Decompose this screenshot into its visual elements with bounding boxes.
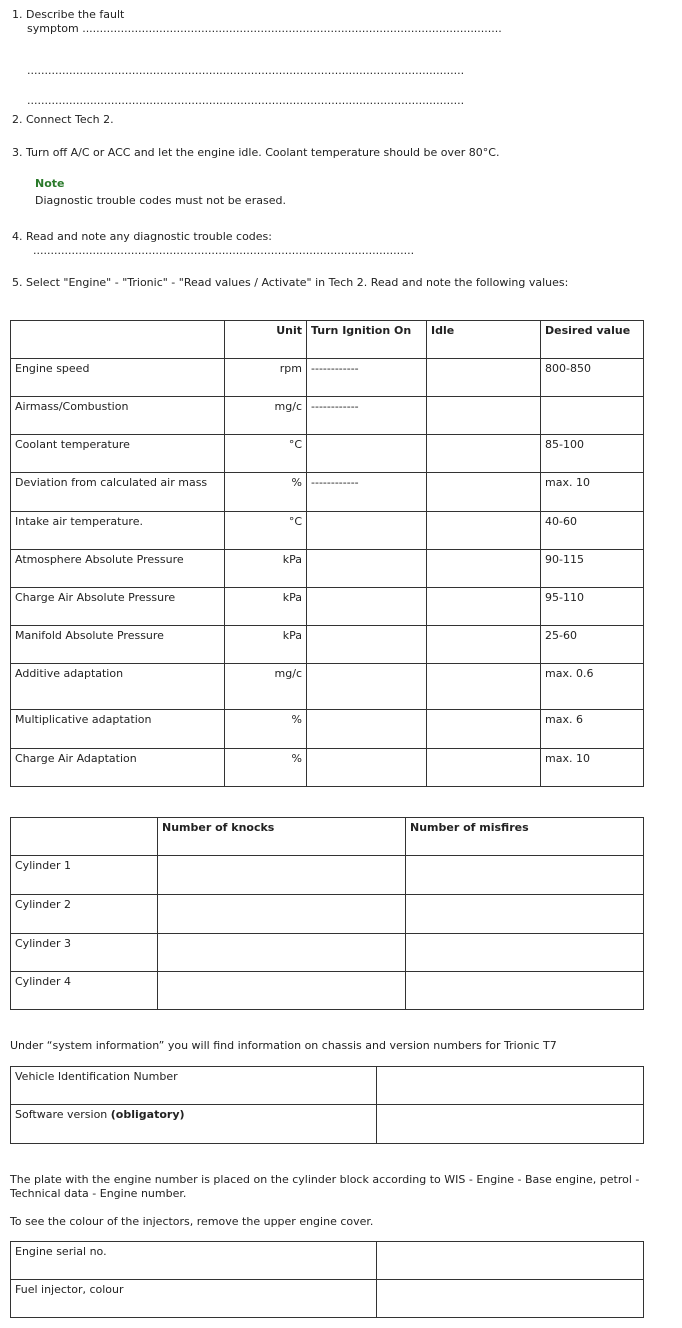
table-row: [11, 1105, 644, 1144]
idle-cell[interactable]: [427, 435, 541, 473]
idle-cell[interactable]: [427, 664, 541, 710]
engine-serial-label: Engine serial no.: [11, 1242, 377, 1280]
table-row: [11, 473, 644, 512]
values-table: [10, 320, 644, 787]
ignition-cell[interactable]: [307, 710, 427, 749]
header-ignition-on: Turn Ignition On: [307, 321, 427, 359]
plate-line2: Technical data - Engine number.: [10, 1187, 187, 1200]
unit-cell: %: [225, 710, 307, 749]
values-header-row: [11, 321, 644, 359]
table-row: [11, 664, 644, 710]
step3-text: 3. Turn off A/C or ACC and let the engine idle. Coolant temperature should be over 80°C.: [12, 146, 500, 159]
step5-text: 5. Select "Engine" - "Trionic" - "Read values / Activate" in Tech 2. Read and note the following values:: [12, 276, 569, 289]
param-cell: Atmosphere Absolute Pressure: [11, 550, 225, 588]
unit-cell: %: [225, 749, 307, 787]
idle-cell[interactable]: [427, 626, 541, 664]
desired-cell: 85-100: [541, 435, 644, 473]
table-row: [11, 1242, 644, 1280]
misfires-cell[interactable]: [406, 856, 644, 895]
ignition-cell[interactable]: [307, 550, 427, 588]
table-row: [11, 895, 644, 934]
software-version-cell[interactable]: [377, 1105, 644, 1144]
table-row: [11, 1067, 644, 1105]
idle-cell[interactable]: [427, 588, 541, 626]
table-row: [11, 972, 644, 1010]
cylinder-label: Cylinder 1: [11, 856, 158, 895]
unit-cell: °C: [225, 435, 307, 473]
ignition-cell[interactable]: ------------: [307, 359, 427, 397]
param-cell: Additive adaptation: [11, 664, 225, 710]
param-cell: Airmass/Combustion: [11, 397, 225, 435]
unit-cell: kPa: [225, 626, 307, 664]
software-version-text: Software version: [15, 1108, 111, 1121]
header-cylinder: [11, 818, 158, 856]
sysinfo-intro: Under “system information” you will find information on chassis and version numbers for Trionic T7: [10, 1039, 557, 1052]
idle-cell[interactable]: [427, 359, 541, 397]
table-row: [11, 512, 644, 550]
header-param: [11, 321, 225, 359]
desired-cell: max. 6: [541, 710, 644, 749]
step1-line2: symptom ........................................................................................................................: [27, 22, 502, 35]
sysinfo-table: [10, 1066, 644, 1144]
ignition-cell[interactable]: ------------: [307, 473, 427, 512]
ignition-cell[interactable]: [307, 664, 427, 710]
table-row: [11, 749, 644, 787]
table-row: [11, 626, 644, 664]
ignition-cell[interactable]: ------------: [307, 397, 427, 435]
table-row: [11, 435, 644, 473]
knocks-cell[interactable]: [158, 856, 406, 895]
ignition-cell[interactable]: [307, 749, 427, 787]
ignition-cell[interactable]: [307, 588, 427, 626]
ignition-cell[interactable]: [307, 512, 427, 550]
param-cell: Charge Air Adaptation: [11, 749, 225, 787]
param-cell: Charge Air Absolute Pressure: [11, 588, 225, 626]
unit-cell: kPa: [225, 550, 307, 588]
plate-line1: The plate with the engine number is placed on the cylinder block according to WIS - Engine - Base engine, petrol -: [10, 1173, 640, 1186]
engine-serial-cell[interactable]: [377, 1242, 644, 1280]
table-row: [11, 550, 644, 588]
header-misfires: Number of misfires: [406, 818, 644, 856]
cylinder-label: Cylinder 3: [11, 934, 158, 972]
param-cell: Multiplicative adaptation: [11, 710, 225, 749]
step2-text: 2. Connect Tech 2.: [12, 113, 114, 126]
param-cell: Coolant temperature: [11, 435, 225, 473]
desired-cell: [541, 397, 644, 435]
note-label: Note: [35, 177, 65, 190]
obligatory-text: (obligatory): [110, 1108, 185, 1121]
unit-cell: °C: [225, 512, 307, 550]
step1-dots-line3: .............................................................................................................................: [27, 94, 465, 107]
ignition-cell[interactable]: [307, 435, 427, 473]
engine-table: [10, 1241, 644, 1318]
knocks-cell[interactable]: [158, 972, 406, 1010]
table-row: [11, 359, 644, 397]
desired-cell: max. 10: [541, 473, 644, 512]
misfires-cell[interactable]: [406, 972, 644, 1010]
table-row: [11, 856, 644, 895]
table-row: [11, 1280, 644, 1318]
misfires-cell[interactable]: [406, 895, 644, 934]
vin-label: Vehicle Identification Number: [11, 1067, 377, 1105]
injectors-instruction: To see the colour of the injectors, remove the upper engine cover.: [10, 1215, 374, 1228]
cylinder-label: Cylinder 4: [11, 972, 158, 1010]
header-unit: Unit: [225, 321, 307, 359]
idle-cell[interactable]: [427, 550, 541, 588]
desired-cell: max. 0.6: [541, 664, 644, 710]
idle-cell[interactable]: [427, 473, 541, 512]
idle-cell[interactable]: [427, 512, 541, 550]
table-row: [11, 397, 644, 435]
header-idle: Idle: [427, 321, 541, 359]
knock-misfire-table: [10, 817, 644, 1010]
idle-cell[interactable]: [427, 749, 541, 787]
knocks-cell[interactable]: [158, 895, 406, 934]
desired-cell: 90-115: [541, 550, 644, 588]
knock-header-row: [11, 818, 644, 856]
desired-cell: max. 10: [541, 749, 644, 787]
unit-cell: %: [225, 473, 307, 512]
unit-cell: mg/c: [225, 664, 307, 710]
table-row: [11, 934, 644, 972]
note-text: Diagnostic trouble codes must not be erased.: [35, 194, 286, 207]
table-row: [11, 710, 644, 749]
idle-cell[interactable]: [427, 710, 541, 749]
unit-cell: kPa: [225, 588, 307, 626]
software-version-label: [11, 1105, 377, 1144]
idle-cell[interactable]: [427, 397, 541, 435]
step4-text: 4. Read and note any diagnostic trouble codes:: [12, 230, 272, 243]
unit-cell: rpm: [225, 359, 307, 397]
desired-cell: 800-850: [541, 359, 644, 397]
unit-cell: mg/c: [225, 397, 307, 435]
desired-cell: 95-110: [541, 588, 644, 626]
desired-cell: 40-60: [541, 512, 644, 550]
ignition-cell[interactable]: [307, 626, 427, 664]
cylinder-label: Cylinder 2: [11, 895, 158, 934]
step4-dots: .............................................................................................................: [33, 244, 415, 257]
header-desired-value: Desired value: [541, 321, 644, 359]
fuel-injector-colour-label: Fuel injector, colour: [11, 1280, 377, 1318]
vin-value-cell[interactable]: [377, 1067, 644, 1105]
fuel-injector-colour-cell[interactable]: [377, 1280, 644, 1318]
param-cell: Engine speed: [11, 359, 225, 397]
table-row: [11, 588, 644, 626]
desired-cell: 25-60: [541, 626, 644, 664]
header-knocks: Number of knocks: [158, 818, 406, 856]
param-cell: Manifold Absolute Pressure: [11, 626, 225, 664]
step1-dots-line2: .............................................................................................................................: [27, 64, 465, 77]
step1-line1: 1. Describe the fault: [12, 8, 125, 21]
knocks-cell[interactable]: [158, 934, 406, 972]
param-cell: Intake air temperature.: [11, 512, 225, 550]
param-cell: Deviation from calculated air mass: [11, 473, 225, 512]
misfires-cell[interactable]: [406, 934, 644, 972]
